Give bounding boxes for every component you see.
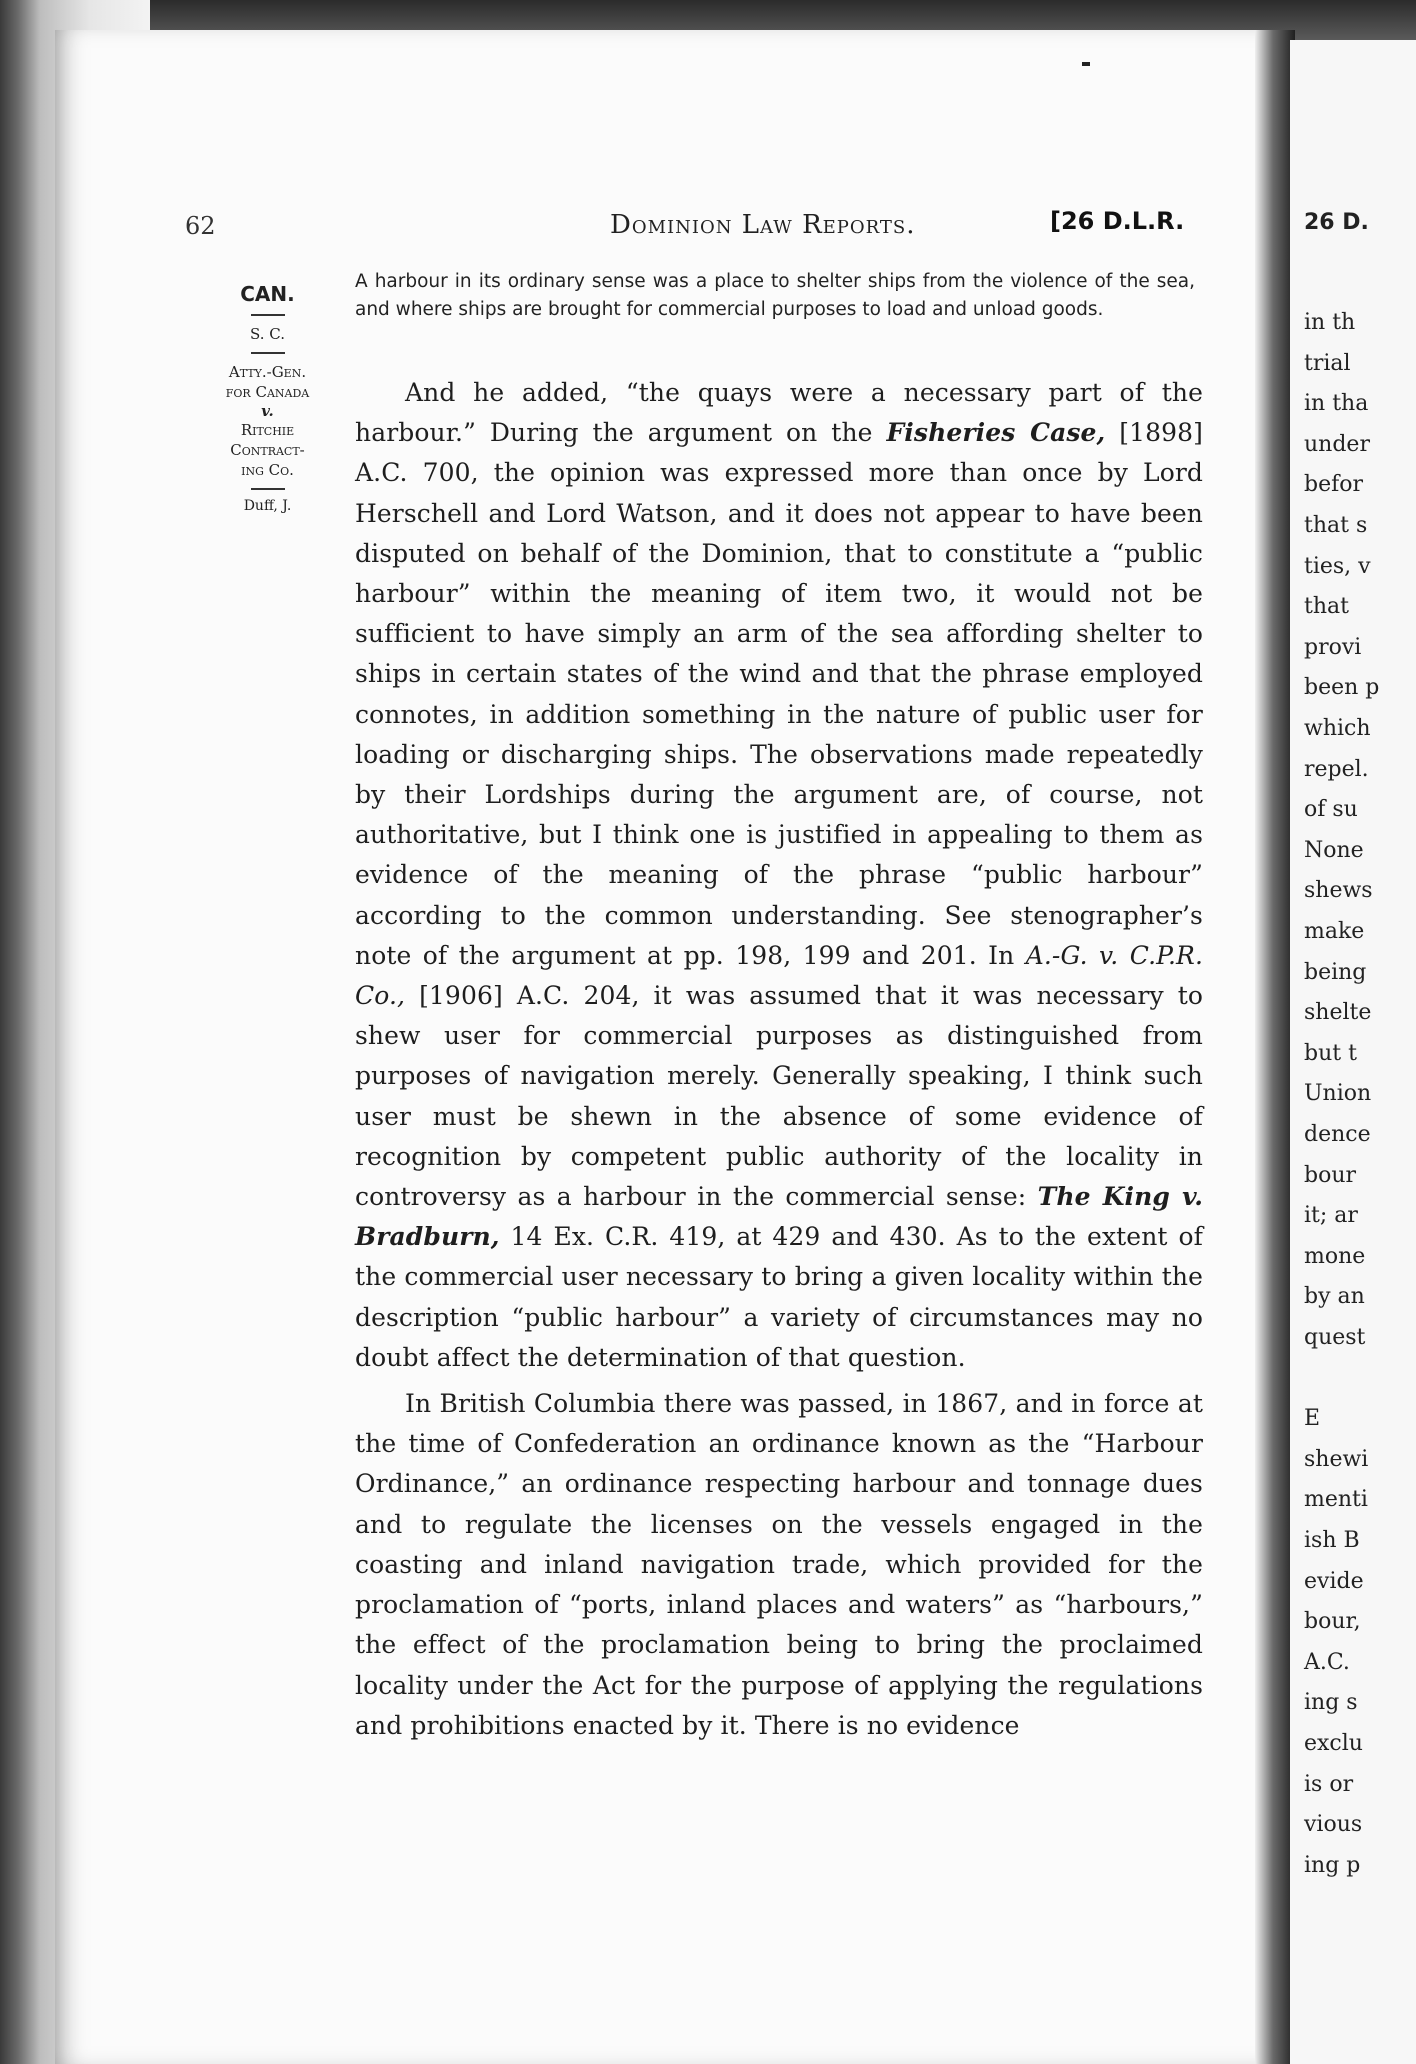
case-name-line: for Canada	[225, 383, 310, 401]
case-name-line: ing Co.	[241, 461, 294, 479]
facing-page-line: ing s	[1304, 1690, 1358, 1716]
facing-page-line: mone	[1304, 1243, 1366, 1269]
case-versus: v.	[261, 402, 274, 420]
facing-page-line: ish B	[1304, 1528, 1360, 1553]
facing-page-line: A.C.	[1304, 1649, 1350, 1675]
volume-reference: [26 D.L.R.	[1050, 207, 1185, 235]
margin-notes	[200, 282, 335, 514]
facing-page-line: trial	[1304, 350, 1351, 376]
case-citation: A.-G. v. C.P.R. Co.,	[355, 940, 1203, 1011]
case-name-line: Ritchie	[240, 421, 295, 439]
facing-page-line: evide	[1304, 1568, 1364, 1594]
facing-page-line: repel.	[1304, 756, 1369, 782]
facing-page-line: of su	[1304, 797, 1358, 823]
block-quote: A harbour in its ordinary sense was a place to shelter ships from the violence of the sea, and where ships are brought for commercial purposes to load and unload goods.	[355, 271, 1195, 320]
facing-page-line: befor	[1304, 472, 1364, 498]
paragraph: And he added, “the quays were a necessary part of the harbour.” During the argument on the Fisheries Case, [1898] A.C. 700, the opinion was expressed more than once by Lord Herschell and Lord Watson, and it does not appear to have been disputed on behalf of the Dominion, that to constitute a “public harbour” within the meaning of item two, it would not be sufficient to have simply an arm of the sea affording shelter to ships in certain states of the wind and that the phrase employed connotes, in addition something in the nature of public user for loading or discharging ships. The observations made repeatedly by their Lordships during the argument are, of course, not authoritative, but I think one is justified in appealing to them as evidence of the meaning of the phrase “public harbour” according to the common understanding. See stenographer’s note of the argument at pp. 198, 199 and 201. In A.-G. v. C.P.R. Co., [1906] A.C. 204, it was assumed that it was necessary to shew user for commercial purposes as distinguished from purposes of navigation merely. Generally speaking, I think such user must be shewn in the absence of some evidence of recognition by competent public authority of the locality in controversy as a harbour in the commercial sense: The King v. Bradburn, 14 Ex. C.R. 419, at 429 and 430. As to the extent of the commercial user necessary to bring a given locality within the description “public harbour” a variety of circumstances may no doubt affect the determination of that question.	[355, 378, 1203, 1372]
facing-page-line: vious	[1304, 1812, 1363, 1838]
facing-page-line: but t	[1304, 1040, 1357, 1066]
facing-page-line: Union	[1304, 1081, 1372, 1107]
facing-page-line: shewi	[1304, 1446, 1369, 1472]
facing-page	[1290, 40, 1416, 2064]
facing-page-line: quest	[1304, 1325, 1366, 1350]
facing-page-line: by an	[1304, 1284, 1365, 1310]
divider	[251, 314, 285, 316]
facing-page-line: menti	[1304, 1487, 1368, 1513]
facing-page-header: 26 D.	[1304, 210, 1369, 235]
divider	[251, 352, 285, 354]
facing-page-line: bour	[1304, 1162, 1357, 1188]
facing-page-line: bour,	[1304, 1609, 1361, 1635]
court-label: CAN.	[240, 282, 295, 306]
facing-page-line: that	[1304, 594, 1349, 620]
case-citation: Fisheries Case,	[886, 418, 1106, 448]
facing-page-line: E	[1304, 1406, 1321, 1432]
page-number: 62	[185, 212, 216, 240]
running-head: Dominion Law Reports.	[610, 210, 916, 240]
paragraph: In British Columbia there was passed, in 1867, and in force at the time of Confederation an ordinance known as the “Harbour Ordinance,” an ordinance respecting harbour and tonnage dues and to regulate the licenses on the vessels engaged in the coasting and inland navigation trade, which provided for the proclamation of “ports, inland places and waters” as “harbours,” the effect of the proclamation being to bring the proclaimed locality under the Act for the purpose of applying the regulations and prohibitions enacted by it. There is no evidence	[355, 1389, 1203, 1740]
facing-page-line: it; ar	[1304, 1203, 1358, 1229]
division-label: S. C.	[250, 325, 285, 343]
ink-speck	[1082, 62, 1090, 66]
facing-page-line: dence	[1304, 1122, 1371, 1147]
facing-page-line: under	[1304, 431, 1370, 457]
facing-page-line: that s	[1304, 513, 1368, 538]
case-name-line: Contract-	[230, 441, 305, 459]
case-citation: The King v. Bradburn,	[355, 1182, 1203, 1252]
facing-page-line: ing p	[1304, 1852, 1361, 1878]
case-name-line: Atty.-Gen.	[228, 363, 307, 381]
facing-page-line: provi	[1304, 634, 1362, 660]
facing-page-line: in th	[1304, 310, 1356, 335]
divider	[251, 488, 285, 490]
facing-page-line: shelte	[1304, 1000, 1372, 1026]
facing-page-line: make	[1304, 919, 1365, 944]
facing-page-line: in tha	[1304, 391, 1369, 417]
facing-page-line: None	[1304, 837, 1364, 863]
facing-page-line: being	[1304, 959, 1367, 985]
facing-page-line: shews	[1304, 878, 1373, 904]
body-text	[355, 373, 1203, 1746]
facing-page-line: exclu	[1304, 1731, 1363, 1756]
book-gutter	[1255, 30, 1295, 2064]
judge-name: Duff, J.	[243, 498, 292, 514]
facing-page-line: is or	[1304, 1771, 1354, 1797]
facing-page-line: been p	[1304, 675, 1380, 701]
facing-page-line: ties, v	[1304, 553, 1371, 579]
facing-page-line: which	[1304, 716, 1371, 741]
